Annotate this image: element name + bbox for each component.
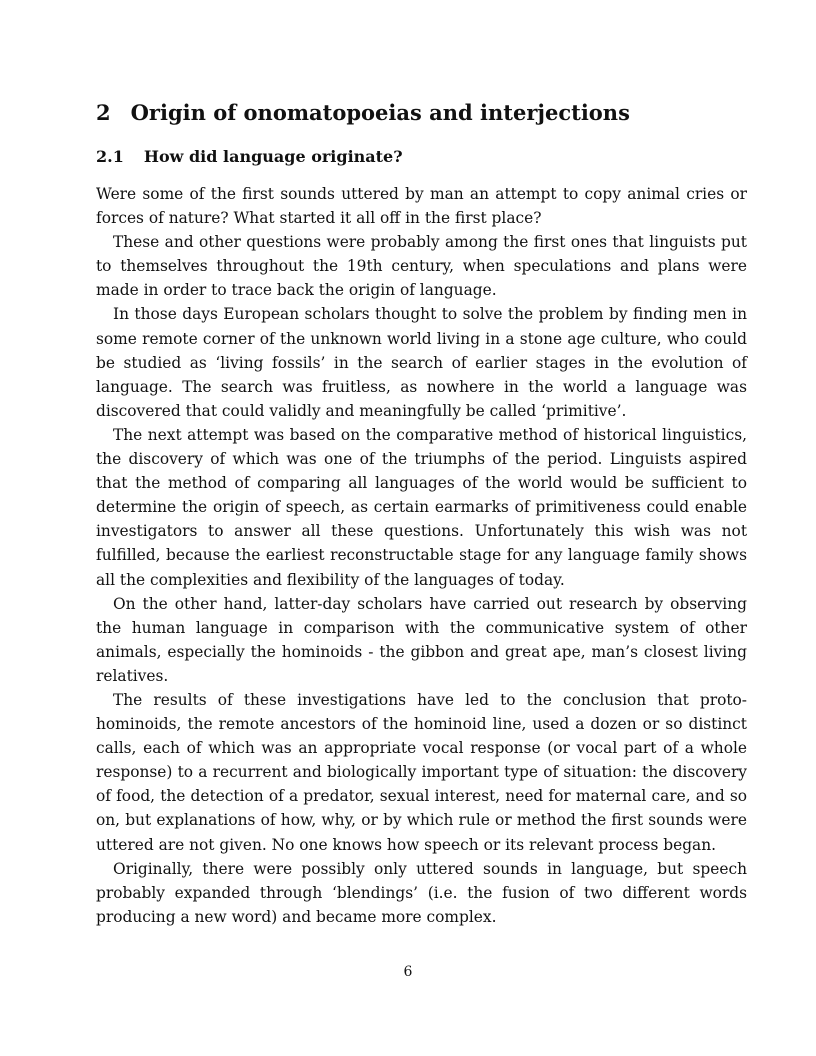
subsection-number: 2.1 <box>96 147 124 166</box>
paragraph: Were some of the first sounds uttered by man an attempt to copy animal cries or forces of nature? What started it all off in the first place? <box>96 185 747 228</box>
section-heading <box>96 96 747 130</box>
subsection-title: How did language originate? <box>143 147 403 166</box>
section-number: 2 <box>96 100 111 125</box>
paragraph: The results of these investigations have led to the conclusion that proto-hominoids, the remote ancestors of the hominoid line, used a dozen or so distinct calls, each of which was an appropriate vocal response (or vocal part of a whole response) to a recurrent and biologically important type of situation: the discovery of food, the detection of a predator, sexual interest, need for maternal care, and so on, but explanations of how, why, or by which rule or method the first sounds were uttered are not given. No one knows how speech or its relevant process began. <box>96 690 747 854</box>
body-text <box>96 182 747 929</box>
page-content <box>96 96 747 929</box>
paragraph: Originally, there were possibly only uttered sounds in language, but speech probably expanded through ‘blendings’ (i.e. the fusion of two different words producing a new word) and became more complex. <box>96 859 747 926</box>
subsection-heading <box>96 146 747 168</box>
paragraph: On the other hand, latter-day scholars have carried out research by observing the human language in comparison with the communicative system of other animals, especially the hominoids - the gibbon and great ape, man’s closest living relatives. <box>96 594 747 685</box>
paragraph: These and other questions were probably among the first ones that linguists put to themselves throughout the 19th century, when speculations and plans were made in order to trace back the origin of language. <box>96 233 747 300</box>
section-title: Origin of onomatopoeias and interjections <box>130 100 630 125</box>
paragraph: The next attempt was based on the comparative method of historical linguistics, the discovery of which was one of the triumphs of the period. Linguists aspired that the method of comparing all languages of the world would be sufficient to determine the origin of speech, as certain earmarks of primitiveness could enable investigators to answer all these questions. Unfortunately this wish was not fulfilled, because the earliest reconstructable stage for any language family shows all the complexities and flexibility of the languages of today. <box>96 425 747 589</box>
paragraph: In those days European scholars thought to solve the problem by finding men in some remote corner of the unknown world living in a stone age culture, who could be studied as ‘living fossils’ in the search of earlier stages in the evolution of language. The search was fruitless, as nowhere in the world a language was discovered that could validly and meaningfully be called ‘primitive’. <box>96 305 747 420</box>
page-number: 6 <box>403 964 413 980</box>
